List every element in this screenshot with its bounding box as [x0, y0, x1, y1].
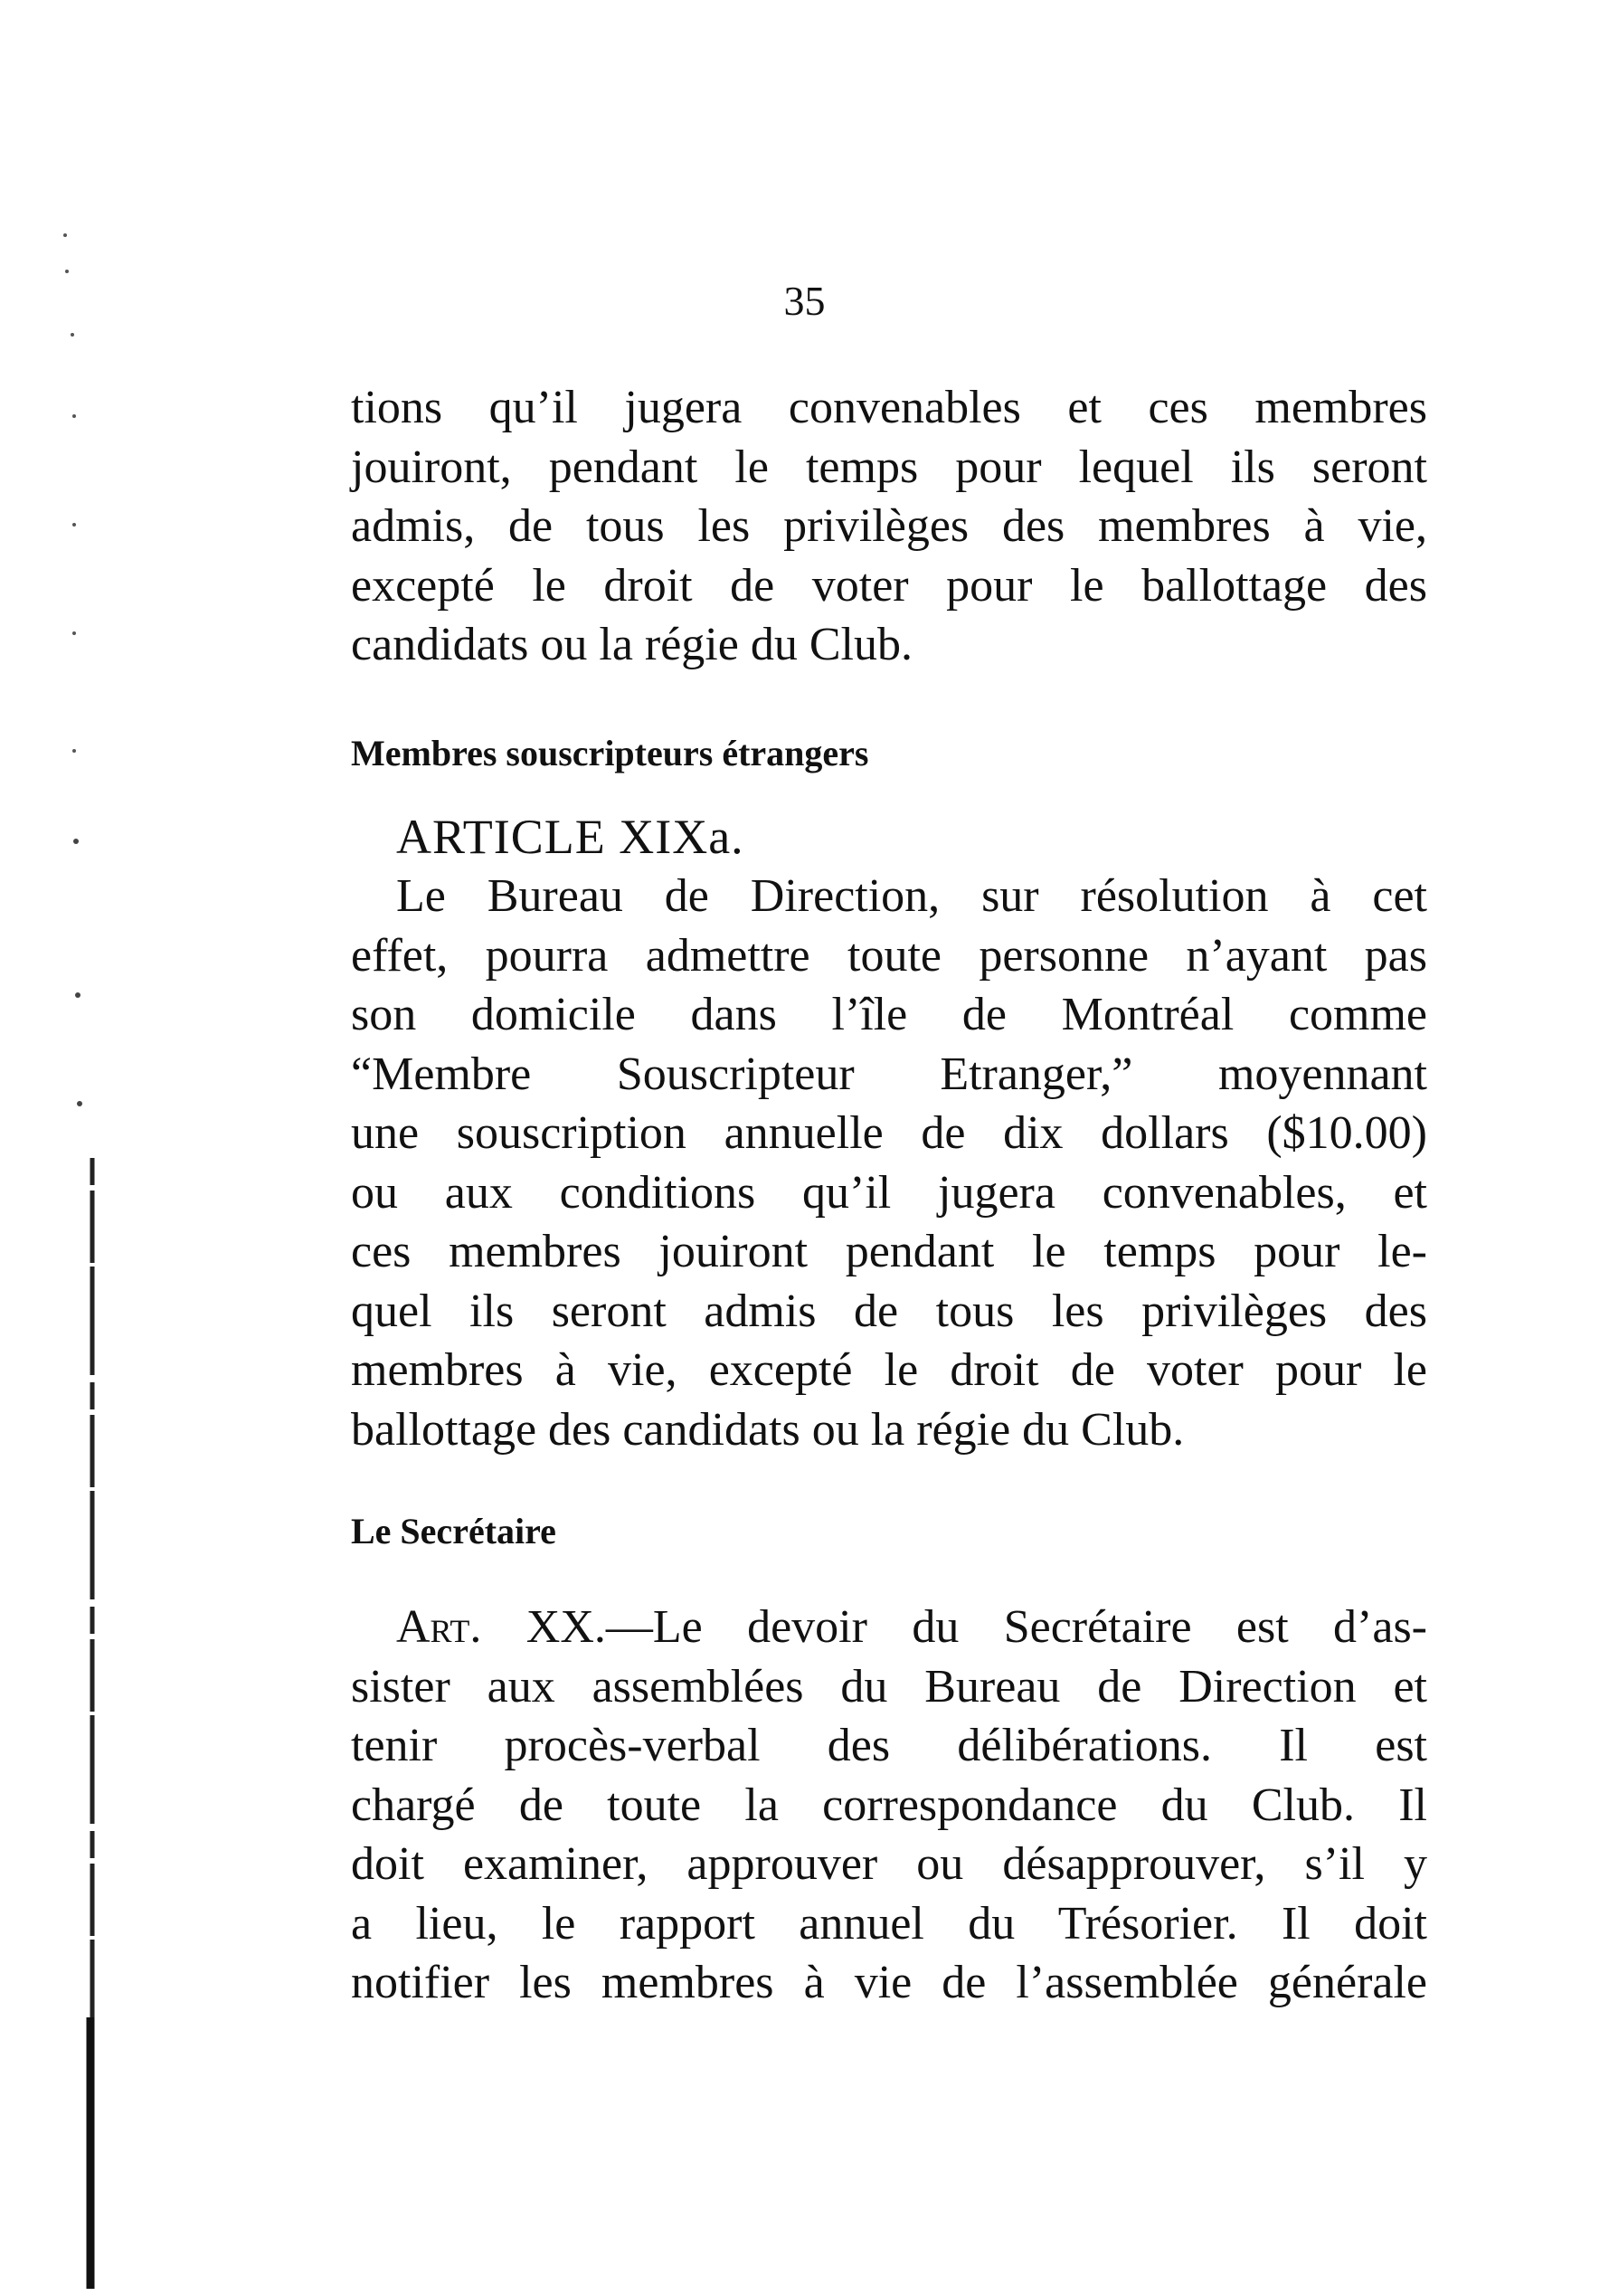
text-line: notifier les membres à vie de l’assemblée générale	[351, 1957, 1427, 2008]
article-xx-paragraph	[351, 1598, 1427, 2013]
text-line: ballottage des candidats ou la régie du Club.	[351, 1403, 1185, 1456]
text-line: admis, de tous les privilèges des membres à vie,	[351, 500, 1427, 552]
section-heading-membres-souscripteurs: Membres souscripteurs étrangers	[351, 733, 869, 773]
text-line: doit examiner, approuver ou désapprouver, s’il y	[351, 1838, 1427, 1890]
article-prefix: Art.	[396, 1601, 482, 1653]
text-line: a lieu, le rapport annuel du Trésorier. Il doit	[351, 1897, 1427, 1950]
text-line: tions qu’il jugera convenables et ces membres	[351, 382, 1427, 433]
text-line: Le Bureau de Direction, sur résolution à cet	[396, 870, 1427, 922]
text-line: jouiront, pendant le temps pour lequel ils seront	[351, 441, 1427, 493]
text-line: chargé de toute la correspondance du Club. Il	[351, 1779, 1427, 1831]
continuation-paragraph	[351, 378, 1427, 675]
text-line: sister aux assemblées du Bureau de Direction et	[351, 1660, 1427, 1713]
text-line: son domicile dans l’île de Montréal comme	[351, 989, 1427, 1040]
text-line: ces membres jouiront pendant le temps pour le-	[351, 1226, 1427, 1277]
text-line-content: XX.—Le devoir du Secrétaire est d’as-	[481, 1601, 1427, 1653]
scan-edge-artifact	[54, 208, 99, 2289]
text-line: ou aux conditions qu’il jugera convenables, et	[351, 1166, 1427, 1219]
text-line: “Membre Souscripteur Etranger,” moyennant	[351, 1048, 1427, 1100]
text-line	[351, 1598, 1427, 1657]
text-line: effet, pourra admettre toute personne n’ayant pas	[351, 929, 1427, 982]
text-line: quel ils seront admis de tous les privilèges des	[351, 1285, 1427, 1337]
text-line: tenir procès-verbal des délibérations. Il est	[351, 1720, 1427, 1771]
page-number: 35	[783, 278, 826, 324]
article-title-xixa: ARTICLE XIXa.	[396, 810, 744, 864]
text-line: candidats ou la régie du Club.	[351, 619, 913, 670]
text-line: excepté le droit de voter pour le ballottage des	[351, 559, 1427, 612]
section-heading-le-secretaire: Le Secrétaire	[351, 1511, 556, 1551]
text-line: une souscription annuelle de dix dollars ($10.00)	[351, 1107, 1427, 1159]
article-xixa-paragraph	[351, 867, 1427, 1459]
text-line: membres à vie, excepté le droit de voter pour le	[351, 1344, 1427, 1396]
